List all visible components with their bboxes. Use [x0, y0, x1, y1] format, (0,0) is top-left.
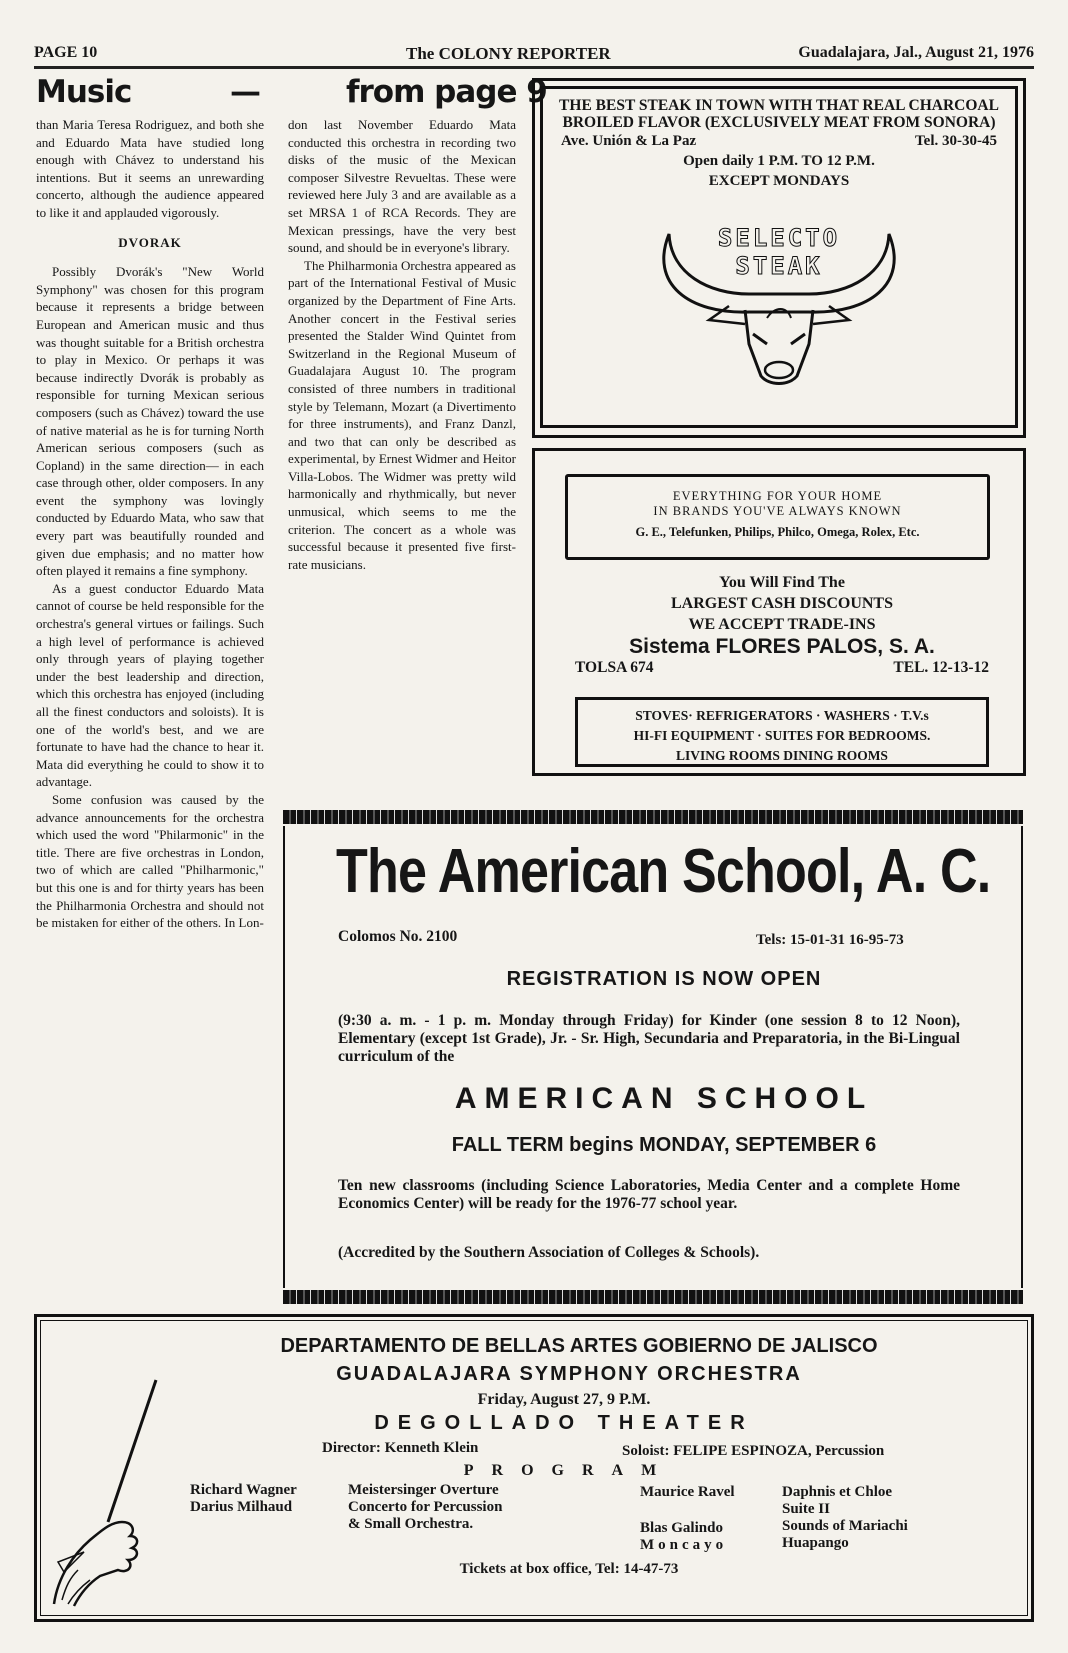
program-work: Concerto for Percussion — [348, 1499, 503, 1515]
flores-ad-brands: G. E., Telefunken, Philips, Philco, Omega, Rolex, Etc. — [635, 525, 920, 539]
headline-from-page: from page 9 — [346, 74, 547, 110]
program-composer: Darius Milhaud — [190, 1499, 293, 1515]
flores-ad-products: LIVING ROOMS DINING ROOMS — [676, 748, 888, 763]
program-work: Suite II — [782, 1501, 830, 1517]
masthead — [34, 40, 1034, 66]
program-works-right — [782, 1484, 908, 1552]
masthead-rule — [34, 66, 1034, 69]
program-composers-right — [640, 1520, 727, 1554]
article-paragraph: Some confusion was caused by the advance announcements for the orchestra which used the word "Philarmonic" in the title. There are five orchestras in London, two of which are called "Philharmonic," but this one is and for thirty years has been the Philharmonia Orchestra and should not be mistaken for either of the others. In Lon- — [36, 791, 264, 931]
flores-ad-find: You Will Find The — [719, 574, 845, 591]
article-subhead: DVORAK — [118, 234, 182, 250]
flores-ad-company: Sistema FLORES PALOS, S. A. — [629, 635, 935, 658]
steak-ad-hours: Open daily 1 P.M. TO 12 P.M. — [683, 153, 875, 169]
headline-dash: — — [230, 74, 261, 110]
program-composer: Moncayo — [640, 1537, 728, 1553]
decorative-border-top — [283, 810, 1023, 824]
program-composers-left — [190, 1482, 297, 1516]
school-ad-phones: Tels: 15-01-31 16-95-73 — [756, 932, 904, 948]
article-paragraph: don last November Eduardo Mata conducted this orchestra in recording two disks of the music of the Mexican composer Silvestre Revueltas. These were reviewed here July 3 and are available as a set MRSA 1 of RCA Records. They are Mexican pressings, have the very best sound, and should be in everyone's library. — [288, 117, 516, 256]
steak-ad-headline: THE BEST STEAK IN TOWN WITH THAT REAL CHARCOAL BROILED FLAVOR (EXCLUSIVELY MEAT FROM SONORA) — [559, 97, 999, 131]
symphony-ad-tickets: Tickets at box office, Tel: 14-47-73 — [459, 1561, 679, 1577]
steak-ad-address: Ave. Unión & La Paz — [561, 133, 697, 149]
bull-head-icon — [649, 194, 909, 390]
symphony-ad-orchestra: GUADALAJARA SYMPHONY ORCHESTRA — [336, 1363, 802, 1385]
newspaper-name: The COLONY REPORTER — [406, 44, 611, 63]
decorative-border-bottom — [283, 1290, 1023, 1304]
article-paragraph: than Maria Teresa Rodriguez, and both she and Eduardo Mata have studied long enough with Chávez to understand his intentions. But it seems an unrewarding concerto, although the audience appeared to like it and applauded vigorously. — [36, 117, 264, 220]
symphony-ad-department: DEPARTAMENTO DE BELLAS ARTES GOBIERNO DE JALISCO — [280, 1335, 878, 1357]
flores-ad-products: STOVES· REFRIGERATORS · WASHERS · T.V.s — [635, 708, 929, 723]
page-number: PAGE 10 — [34, 44, 98, 61]
school-ad-registration: REGISTRATION IS NOW OPEN — [506, 968, 822, 990]
program-composer: Richard Wagner — [190, 1482, 297, 1498]
program-works-left — [348, 1482, 502, 1533]
headline-music: Music — [36, 74, 132, 110]
symphony-ad-soloist: Soloist: FELIPE ESPINOZA, Percussion — [622, 1443, 885, 1459]
flores-ad-address: TOLSA 674 — [575, 659, 654, 676]
program-work: & Small Orchestra. — [348, 1516, 474, 1532]
program-composer: Blas Galindo — [640, 1520, 723, 1536]
program-work: Sounds of Mariachi — [782, 1518, 908, 1534]
school-ad-body: (9:30 a. m. - 1 p. m. Monday through Friday) for Kinder (one session 8 to 12 Noon), Elementary (except 1st Grade), Jr. - Sr. High, Secundaria and Preparatoria, in the Bi-Lingual curriculum of the — [338, 1012, 960, 1065]
flores-ad-phone: TEL. 12-13-12 — [893, 659, 989, 676]
flores-ad-line: IN BRANDS YOU'VE ALWAYS KNOWN — [653, 504, 902, 518]
program-work: Daphnis et Chloe — [782, 1484, 893, 1500]
steak-logo-steak: STEAK — [735, 252, 823, 280]
steak-ad-closed: EXCEPT MONDAYS — [708, 173, 850, 189]
dateline: Guadalajara, Jal., August 21, 1976 — [798, 44, 1034, 61]
flores-ad-discounts: LARGEST CASH DISCOUNTS — [671, 595, 893, 612]
steak-ad — [540, 86, 1018, 428]
article-paragraph: The Philharmonia Orchestra appeared as part of the International Festival of Music organized by the Department of Fine Arts. Another concert in the Festival series presented the Stalder Wind Quintet from Switzerland in the Regional Museum of Guadalajara August 10. The program consisted of three numbers in traditional style by Telemann, Mozart (a Divertimento for three instruments), and Franz Danzl, and two that can only be described as experimental, by Ernest Widmer and Heitor Villa-Lobos. The Widmer was pretty wild harmonically and rhythmically, but never unmusical, which seems to me the criterion. The concert as a whole was successful because it presented five first-rate musicians. — [288, 257, 516, 572]
symphony-ad-program-label: PROGRAM — [463, 1462, 675, 1479]
program-work: Meistersinger Overture — [348, 1482, 499, 1498]
steak-logo-selecto: SELECTO — [717, 224, 841, 252]
flores-ad-line: EVERYTHING FOR YOUR HOME — [672, 489, 883, 503]
flores-ad-products: HI-FI EQUIPMENT · SUITES FOR BEDROOMS. — [633, 728, 931, 743]
flores-ad-products-box — [575, 697, 989, 767]
flores-ad-body — [575, 572, 989, 677]
school-ad-classrooms: Ten new classrooms (including Science Laboratories, Media Center and a complete Home Economics Center) will be ready for the 1976-77 school year. — [338, 1177, 960, 1212]
flores-ad-tradeins: WE ACCEPT TRADE-INS — [688, 616, 876, 633]
school-ad-title: The American School, A. C. — [336, 837, 991, 906]
symphony-ad-director: Director: Kenneth Klein — [322, 1440, 479, 1456]
program-composer: Maurice Ravel — [640, 1484, 735, 1500]
school-ad-name: AMERICAN SCHOOL — [454, 1082, 874, 1115]
flores-ad-brands-box — [565, 474, 990, 560]
article-paragraph: Possibly Dvorák's "New World Symphony" was chosen for this program because it represents a bridge between European and American music and thus was thought suitable for a British orchestra to play in Mexico. Or perhaps it was because indirectly Dvorák is probably as responsible for turning Mexican serious composers (such as Chávez) toward the use of native material as he is for turning North American serious composers (such as Copland) in the same direction— in each case through other, older composers. In any event the symphony was lovingly conducted by Eduardo Mata, who saw that every part was beautifully rounded and given due emphasis; and no matter how often played it remains a fine symphony. — [36, 264, 264, 579]
symphony-ad-theater: DEGOLLADO THEATER — [374, 1412, 754, 1434]
school-ad-accreditation: (Accredited by the Southern Association of Colleges & Schools). — [338, 1244, 760, 1261]
steak-ad-phone: Tel. 30-30-45 — [915, 133, 997, 149]
school-ad-address: Colomos No. 2100 — [338, 928, 458, 945]
article-column-2 — [288, 116, 516, 573]
symphony-ad-date: Friday, August 27, 9 P.M. — [477, 1391, 651, 1408]
article-paragraph: As a guest conductor Eduardo Mata cannot of course be held responsible for the orchestra's general virtues or failings. Such a high level of performance is achieved only through years of playing together under the best leadership and direction, which this orchestra has enjoyed (including all the finest conductors and soloists). It is one of the world's best, and we are fortunate to have had the chance to hear it. Mata did everything he could to show it to advantage. — [36, 580, 264, 790]
program-work: Huapango — [782, 1535, 849, 1551]
school-ad-term: FALL TERM begins MONDAY, SEPTEMBER 6 — [451, 1134, 877, 1156]
article-column-1 — [36, 116, 264, 932]
